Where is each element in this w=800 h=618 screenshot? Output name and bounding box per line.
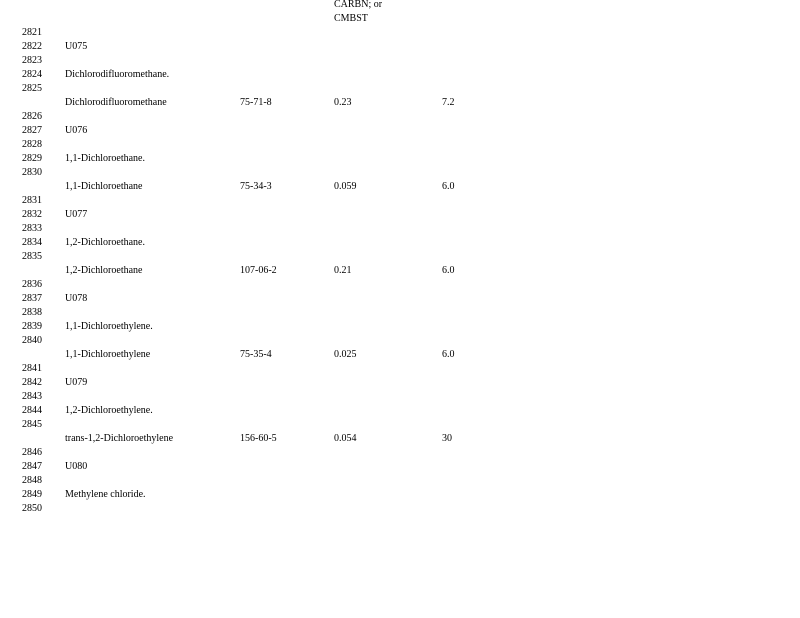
column-header-line1: CARBN; or [334,0,383,10]
waste-name: 1,2-Dichloroethane. [65,237,145,248]
line-number: 2847 [22,461,42,472]
line-number: 2832 [22,209,42,220]
line-number: 2826 [22,111,42,122]
waste-code: U079 [65,377,88,388]
line-number: 2823 [22,55,42,66]
cas-number: 75-35-4 [240,349,272,360]
line-number: 2824 [22,69,42,80]
nonwastewater-standard: 6.0 [442,349,455,360]
line-number: 2849 [22,489,42,500]
line-number: 2836 [22,279,42,290]
line-number: 2834 [22,237,42,248]
line-number: 2822 [22,41,42,52]
waste-code: U078 [65,293,88,304]
constituent-name: trans-1,2-Dichloroethylene [65,433,174,444]
nonwastewater-standard: 6.0 [442,265,455,276]
line-number: 2837 [22,293,42,304]
line-number: 2830 [22,167,42,178]
wastewater-standard: 0.21 [334,265,352,276]
waste-code: U077 [65,209,88,220]
waste-name: Methylene chloride. [65,489,146,500]
waste-code: U075 [65,41,88,52]
nonwastewater-standard: 6.0 [442,181,455,192]
line-number: 2850 [22,503,42,514]
cas-number: 107-06-2 [240,265,277,276]
line-number: 2848 [22,475,42,486]
line-number: 2841 [22,363,42,374]
constituent-name: 1,2-Dichloroethane [65,265,143,276]
line-number: 2846 [22,447,42,458]
line-number: 2842 [22,377,42,388]
line-number: 2838 [22,307,42,318]
waste-name: 1,1-Dichloroethane. [65,153,145,164]
wastewater-standard: 0.025 [334,349,357,360]
line-number: 2821 [22,27,42,38]
waste-code: U080 [65,461,88,472]
line-number: 2839 [22,321,42,332]
constituent-name: 1,1-Dichloroethylene [65,349,151,360]
line-number: 2833 [22,223,42,234]
line-number: 2831 [22,195,42,206]
line-number: 2829 [22,153,42,164]
cas-number: 75-71-8 [240,97,272,108]
cas-number: 75-34-3 [240,181,272,192]
column-header-line2: CMBST [334,13,368,24]
constituent-name: Dichlorodifluoromethane [65,97,167,108]
line-number: 2828 [22,139,42,150]
line-number: 2844 [22,405,42,416]
waste-code: U076 [65,125,88,136]
cas-number: 156-60-5 [240,433,277,444]
line-number: 2843 [22,391,42,402]
nonwastewater-standard: 7.2 [442,97,455,108]
constituent-name: 1,1-Dichloroethane [65,181,143,192]
line-number: 2825 [22,83,42,94]
line-number: 2845 [22,419,42,430]
wastewater-standard: 0.23 [334,97,352,108]
wastewater-standard: 0.054 [334,433,357,444]
waste-name: 1,1-Dichloroethylene. [65,321,153,332]
nonwastewater-standard: 30 [442,433,452,444]
line-number: 2827 [22,125,42,136]
line-number: 2840 [22,335,42,346]
wastewater-standard: 0.059 [334,181,357,192]
line-number: 2835 [22,251,42,262]
waste-name: Dichlorodifluoromethane. [65,69,170,80]
waste-name: 1,2-Dichloroethylene. [65,405,153,416]
